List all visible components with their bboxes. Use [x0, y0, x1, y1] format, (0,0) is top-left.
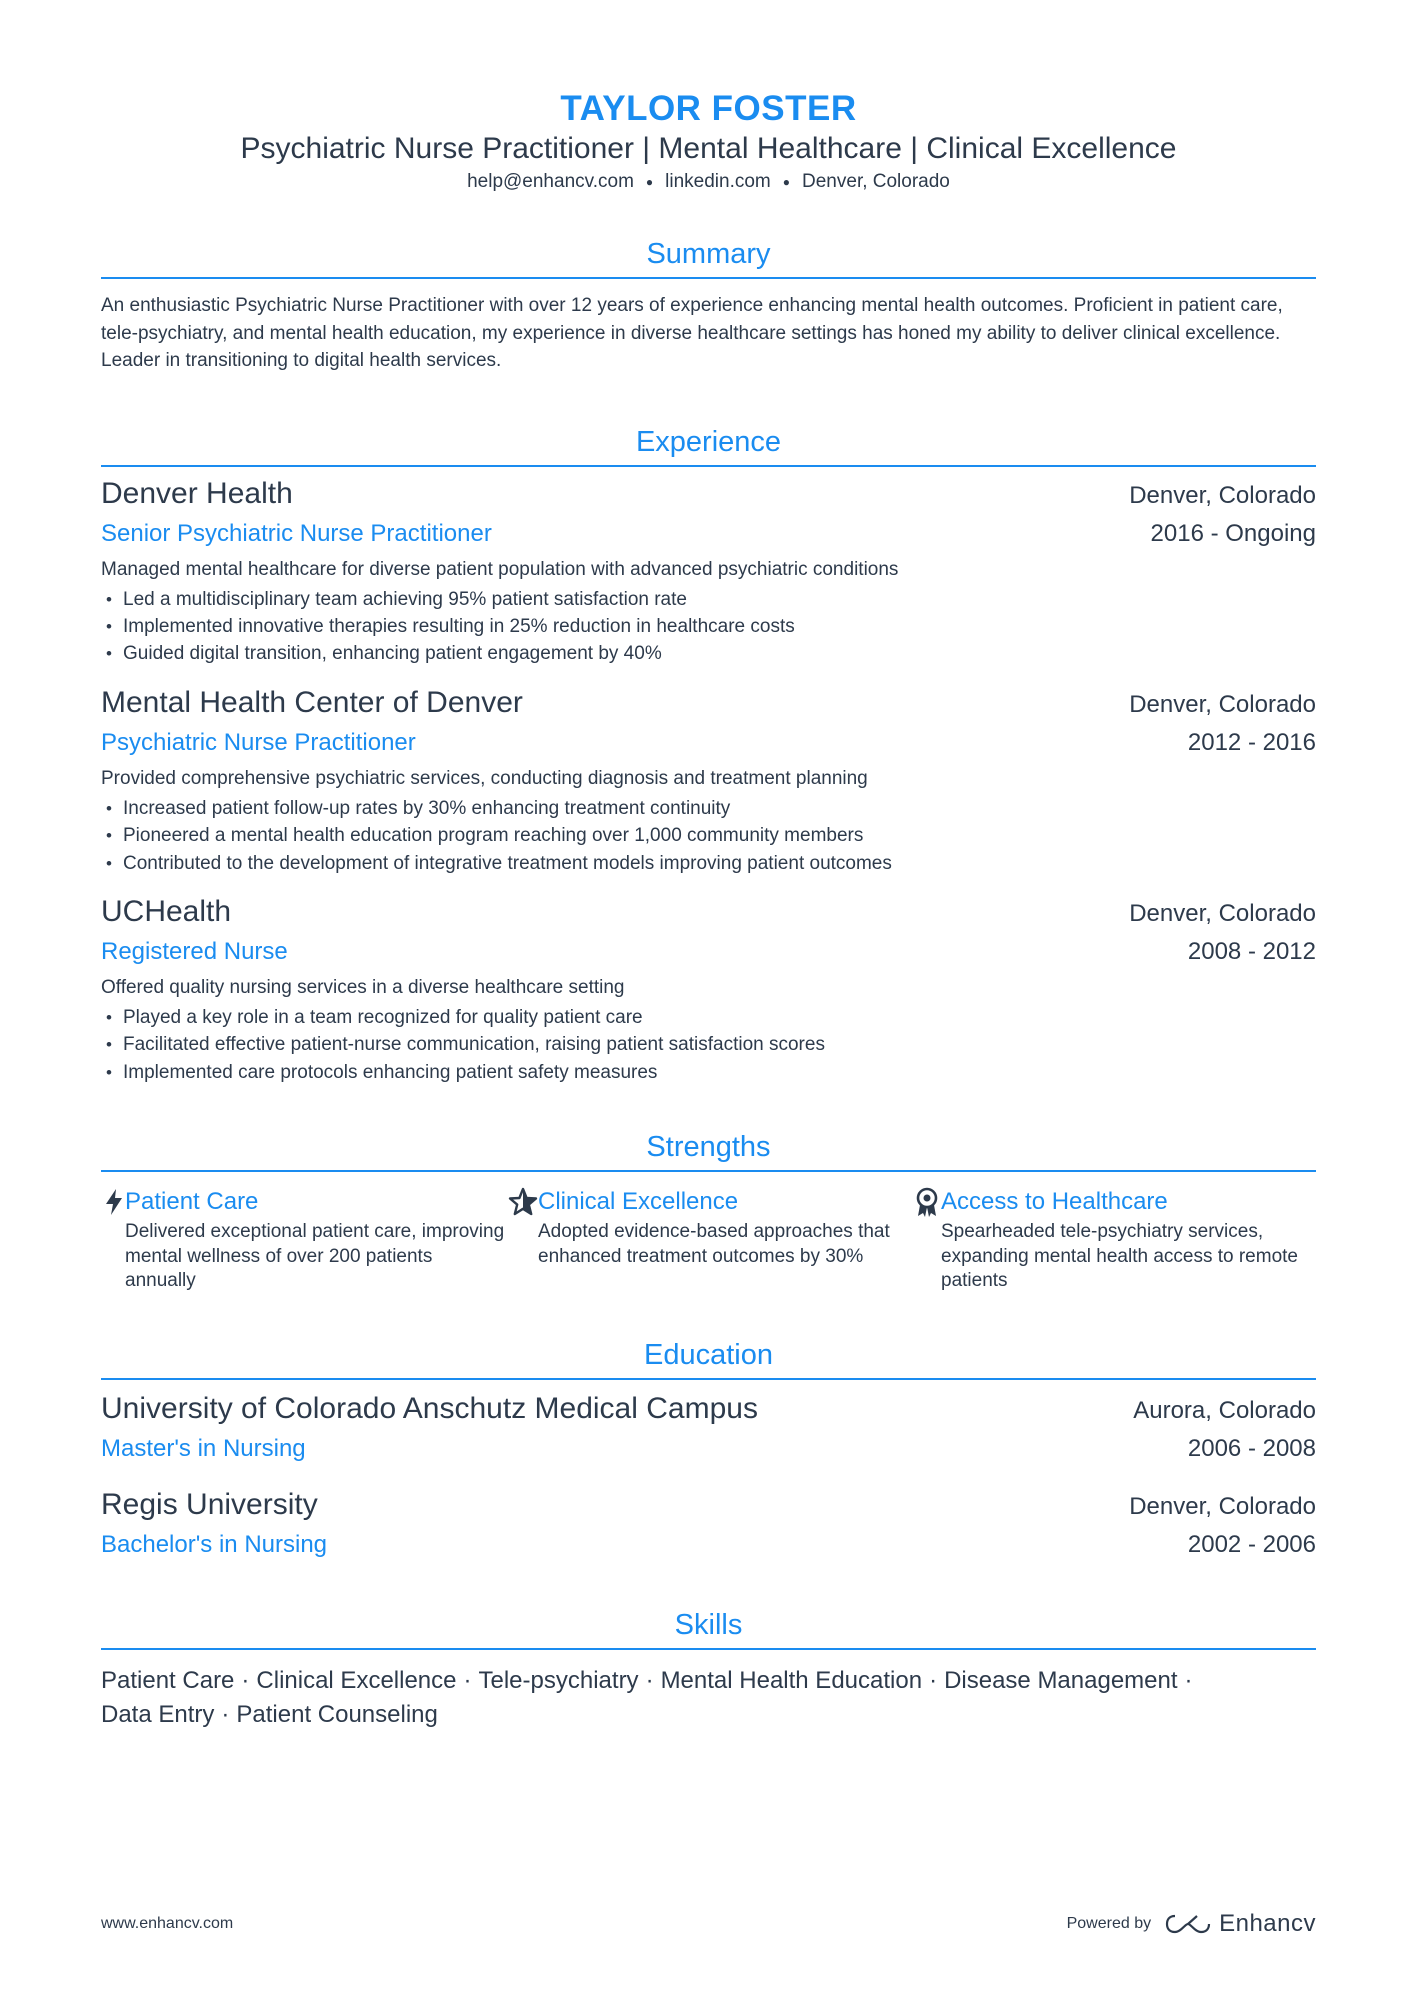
skill-item: Disease Management	[944, 1666, 1178, 1694]
contact-location: Denver, Colorado	[802, 171, 950, 192]
experience-org: Denver Health	[101, 476, 293, 510]
experience-dates: 2008 - 2012	[1187, 937, 1316, 965]
experience-role: Senior Psychiatric Nurse Practitioner	[101, 519, 492, 547]
skill-item: Tele-psychiatry	[478, 1666, 639, 1694]
candidate-headline: Psychiatric Nurse Practitioner | Mental Healthcare | Clinical Excellence	[240, 132, 1177, 165]
contact-linkedin[interactable]: linkedin.com	[665, 171, 771, 192]
strength-title: Patient Care	[125, 1188, 259, 1216]
skill-item: Clinical Excellence	[256, 1666, 457, 1694]
bullet-item: • Guided digital transition, enhancing patient engagement by 40%	[101, 640, 1316, 667]
education-school: Regis University	[101, 1487, 318, 1521]
strength-item	[101, 1184, 506, 1294]
candidate-name: TAYLOR FOSTER	[560, 89, 857, 128]
strength-title: Access to Healthcare	[941, 1188, 1168, 1216]
footer-website[interactable]: www.enhancv.com	[101, 1915, 234, 1932]
experience-entry	[101, 684, 1316, 877]
experience-dates: 2016 - Ongoing	[1150, 519, 1316, 547]
experience-entry	[101, 475, 1316, 668]
experience-bullets	[101, 586, 1316, 668]
bullet-item: • Implemented care protocols enhancing patient safety measures	[101, 1059, 1316, 1086]
award-ribbon-icon	[911, 1184, 941, 1220]
experience-role: Psychiatric Nurse Practitioner	[101, 728, 416, 756]
summary-text: An enthusiastic Psychiatric Nurse Practitioner with over 12 years of experience enhancing mental health outcomes. Proficient in patient care, tele-psychiatry, and mental health education, my experience in diverse healthcare settings has honed my ability to deliver clinical excellence. Leader in transitioning to digital health services.	[101, 295, 1283, 371]
bullet-item: • Pioneered a mental health education program reaching over 1,000 community members	[101, 822, 1316, 849]
experience-role: Registered Nurse	[101, 937, 288, 965]
resume-header	[101, 88, 1316, 195]
experience-section	[101, 423, 1316, 1087]
separator-dot: ●	[782, 175, 791, 189]
skill-item: Patient Care	[101, 1666, 235, 1694]
skill-item: Data Entry	[101, 1700, 215, 1728]
section-title-summary: Summary	[646, 238, 771, 270]
section-title-experience: Experience	[635, 425, 782, 458]
resume-page	[101, 88, 1316, 1732]
section-title-strengths: Strengths	[646, 1131, 771, 1164]
education-school: University of Colorado Anschutz Medical Campus	[101, 1391, 758, 1425]
enhancv-logo[interactable]	[1165, 1910, 1316, 1938]
skill-item: Patient Counseling	[236, 1700, 438, 1728]
section-divider	[101, 1378, 1316, 1380]
strength-item	[911, 1184, 1316, 1294]
separator-dot: ●	[645, 175, 654, 189]
section-divider	[101, 1170, 1316, 1172]
section-divider	[101, 1648, 1316, 1650]
bullet-item: • Facilitated effective patient-nurse communication, raising patient satisfaction scores	[101, 1031, 1316, 1058]
lightning-icon	[101, 1184, 125, 1220]
summary-section	[101, 235, 1316, 375]
experience-description: Offered quality nursing services in a diverse healthcare setting	[101, 976, 625, 998]
strengths-list	[101, 1184, 1316, 1294]
contact-email[interactable]: help@enhancv.com	[467, 171, 634, 192]
education-section	[101, 1336, 1316, 1564]
experience-description: Managed mental healthcare for diverse patient population with advanced psychiatric conditions	[101, 558, 899, 580]
experience-location: Denver, Colorado	[1129, 899, 1316, 927]
education-dates: 2002 - 2006	[1187, 1530, 1316, 1558]
section-divider	[101, 465, 1316, 467]
page-footer	[101, 1910, 1316, 1938]
education-location: Aurora, Colorado	[1133, 1396, 1316, 1424]
star-icon	[506, 1184, 538, 1220]
experience-org: UCHealth	[101, 894, 232, 928]
experience-dates: 2012 - 2016	[1187, 728, 1316, 756]
experience-entry	[101, 893, 1316, 1086]
bullet-item: • Implemented innovative therapies resulting in 25% reduction in healthcare costs	[101, 613, 1316, 640]
strength-item	[506, 1184, 911, 1294]
strength-description: Spearheaded tele-psychiatry services, expanding mental health access to remote patients	[941, 1221, 1298, 1292]
education-entry	[101, 1486, 1316, 1564]
experience-location: Denver, Colorado	[1129, 481, 1316, 509]
strength-title: Clinical Excellence	[538, 1188, 739, 1216]
experience-description: Provided comprehensive psychiatric services, conducting diagnosis and treatment planning	[101, 767, 868, 789]
experience-org: Mental Health Center of Denver	[101, 685, 523, 719]
skill-item: Mental Health Education	[660, 1666, 923, 1694]
contact-line	[101, 169, 1316, 195]
education-degree: Master's in Nursing	[101, 1434, 306, 1462]
strength-description: Delivered exceptional patient care, improving mental wellness of over 200 patients annually	[125, 1221, 505, 1292]
skills-section	[101, 1606, 1316, 1732]
skills-list: Patient Care · Clinical Excellence · Tele-psychiatry · Mental Health Education · Disease Management · Data Entry · Patient Counseling	[101, 1666, 1193, 1728]
powered-by-label: Powered by	[1066, 1915, 1152, 1932]
education-location: Denver, Colorado	[1129, 1492, 1316, 1520]
experience-bullets	[101, 1004, 1316, 1086]
bullet-item: • Played a key role in a team recognized for quality patient care	[101, 1004, 1316, 1031]
bullet-item: • Increased patient follow-up rates by 30% enhancing treatment continuity	[101, 795, 1316, 822]
section-title-skills: Skills	[674, 1608, 743, 1641]
section-title-education: Education	[644, 1338, 773, 1371]
brand-name: Enhancv	[1219, 1910, 1316, 1937]
strength-description: Adopted evidence-based approaches that enhanced treatment outcomes by 30%	[538, 1221, 890, 1267]
section-divider	[101, 277, 1316, 279]
education-degree: Bachelor's in Nursing	[101, 1530, 328, 1558]
bullet-item: • Led a multidisciplinary team achieving 95% patient satisfaction rate	[101, 586, 1316, 613]
experience-location: Denver, Colorado	[1129, 690, 1316, 718]
bullet-item: • Contributed to the development of integrative treatment models improving patient outcomes	[101, 850, 1316, 877]
education-entry	[101, 1390, 1316, 1468]
strengths-section	[101, 1128, 1316, 1294]
experience-bullets	[101, 795, 1316, 877]
enhancv-logo-icon	[1165, 1913, 1211, 1935]
education-dates: 2006 - 2008	[1187, 1434, 1316, 1462]
